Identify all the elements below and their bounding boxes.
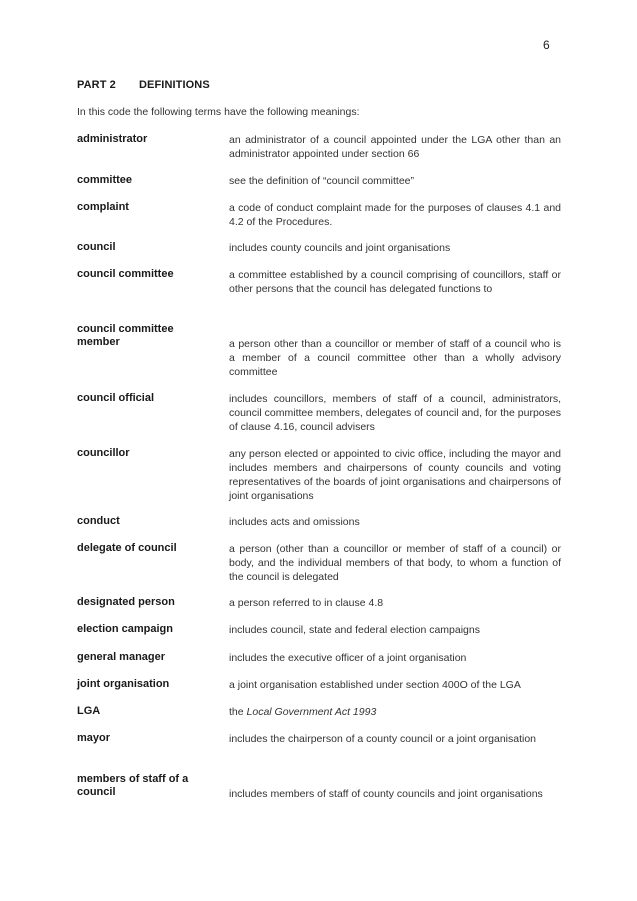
definition-meaning: a person other than a councillor or member of staff of a council who is a member of a council committee other than a wholly advisory committee — [229, 338, 561, 378]
definition-meaning: includes acts and omissions — [229, 516, 360, 528]
definition-meaning: includes the executive officer of a joint organisation — [229, 652, 467, 664]
definition-term: councillor — [77, 447, 130, 459]
lga-prefix: the — [229, 706, 247, 718]
definition-meaning — [229, 705, 561, 719]
definition-meaning: includes county councils and joint organisations — [229, 242, 451, 254]
definition-meaning: a code of conduct complaint made for the purposes of clauses 4.1 and 4.2 of the Procedures. — [229, 202, 561, 228]
lga-act-title: Local Government Act 1993 — [246, 706, 377, 718]
part-label: PART 2 — [77, 79, 116, 91]
definition-term: complaint — [77, 201, 129, 213]
page-number: 6 — [543, 38, 550, 52]
definition-meaning: a person referred to in clause 4.8 — [229, 597, 384, 609]
definition-term: council committee — [77, 268, 174, 280]
definition-term: election campaign — [77, 623, 173, 635]
definition-term: LGA — [77, 705, 101, 717]
definition-meaning: see the definition of “council committee” — [229, 175, 415, 187]
definition-term: council committee member — [77, 323, 174, 348]
definition-meaning: includes members of staff of county councils and joint organisations — [229, 788, 543, 800]
part-title: DEFINITIONS — [139, 79, 210, 91]
definition-term: designated person — [77, 596, 175, 608]
definition-term: council official — [77, 392, 155, 404]
definition-meaning: an administrator of a council appointed under the LGA other than an administrator appointed under section 66 — [229, 134, 561, 160]
part-heading — [77, 79, 210, 91]
definition-term: conduct — [77, 515, 120, 527]
definition-term: delegate of council — [77, 542, 177, 554]
definition-meaning: includes the chairperson of a county council or a joint organisation — [229, 733, 537, 745]
definition-meaning: includes council, state and federal election campaigns — [229, 624, 480, 636]
definition-meaning: a person (other than a councillor or member of staff of a council) or body, and the individual members of that body, to whom a function of the council is delegated — [229, 543, 561, 583]
definition-term: members of staff of a council — [77, 773, 189, 798]
definition-meaning: a joint organisation established under section 400O of the LGA — [229, 679, 521, 691]
intro-text: In this code the following terms have the following meanings: — [77, 106, 360, 118]
definition-term: council — [77, 241, 116, 253]
definition-meaning: a committee established by a council comprising of councillors, staff or other persons that the council has delegated functions to — [229, 269, 561, 295]
definition-meaning: includes councillors, members of staff of a council, administrators, council committee members, delegates of council and, for the purposes of clause 4.16, council advisers — [229, 393, 561, 433]
definition-meaning: any person elected or appointed to civic office, including the mayor and includes members and chairpersons of county councils and voting representatives of the boards of joint organisations and chairpersons of joint organisations — [229, 448, 561, 502]
definition-term: committee — [77, 174, 133, 186]
definition-term: joint organisation — [77, 678, 170, 690]
definition-term: administrator — [77, 133, 148, 145]
definition-term: general manager — [77, 651, 166, 663]
definition-term: mayor — [77, 732, 111, 744]
